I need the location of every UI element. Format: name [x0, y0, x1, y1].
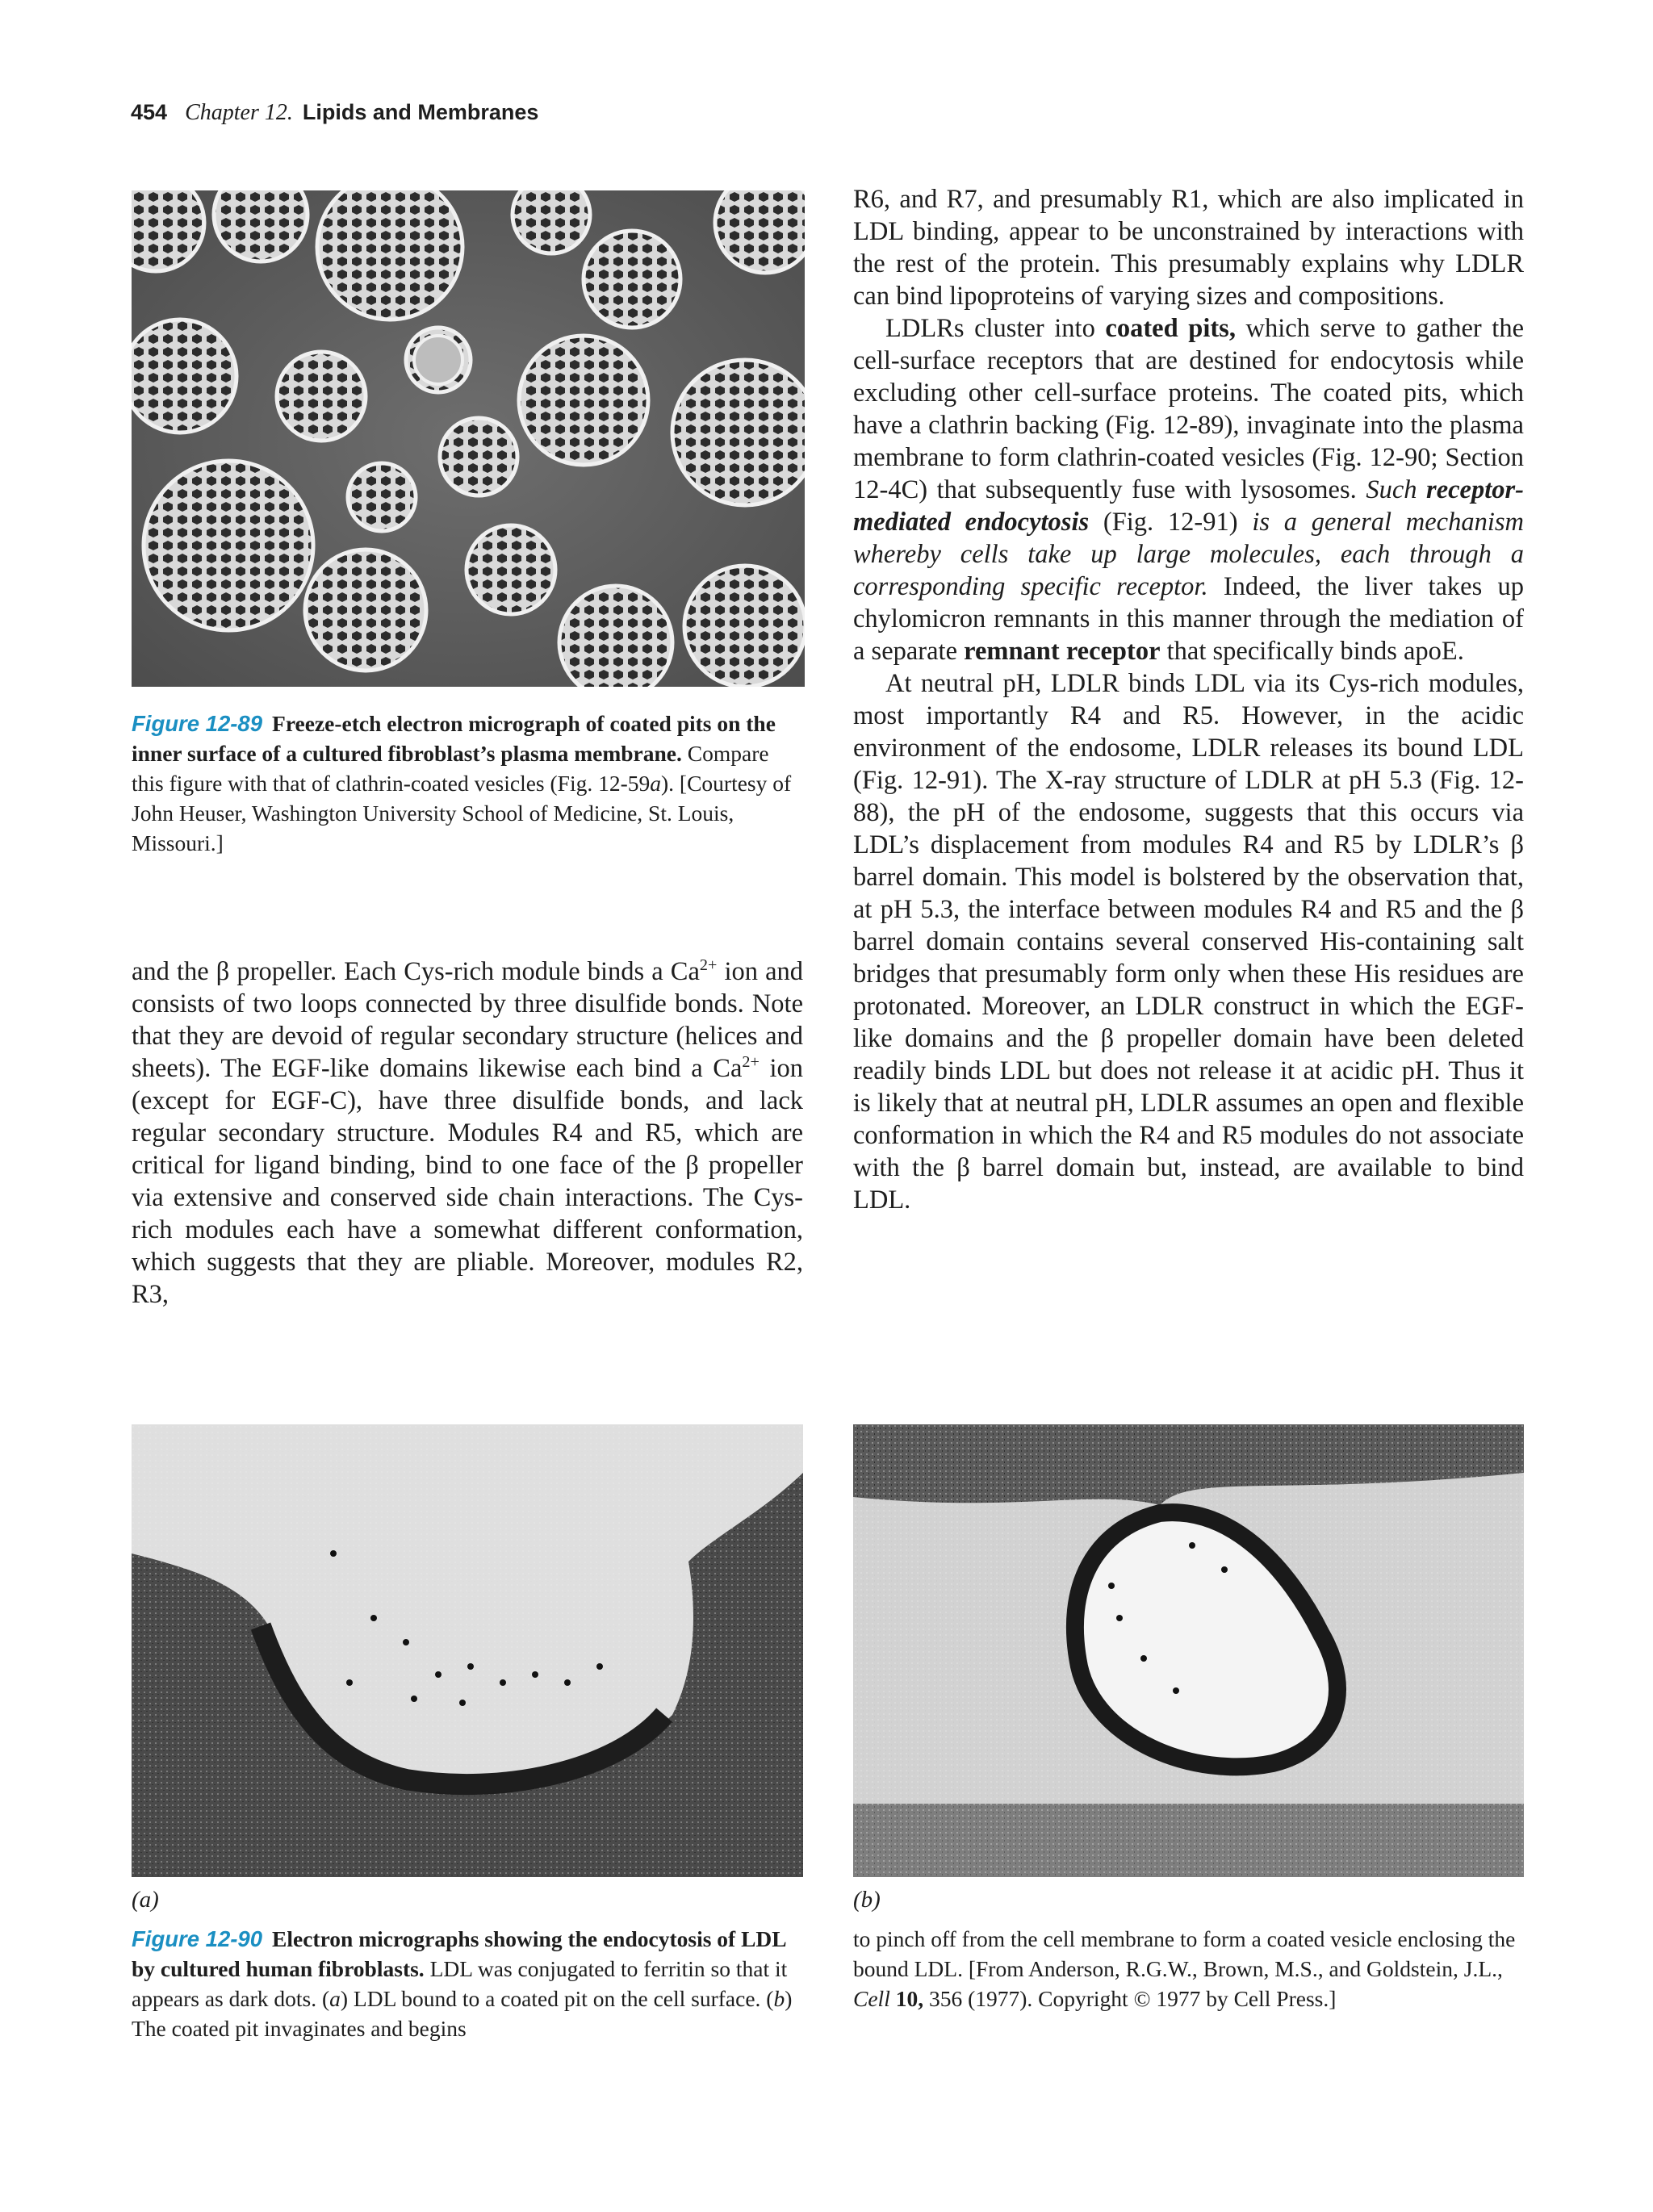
caption-text: Compare this figure with that of clathrin-coated vesicles (Fig. 12-59 [132, 741, 769, 796]
caption-italic: a [650, 771, 662, 796]
key-term: receptor-mediated endocytosis [853, 475, 1524, 537]
caption-title: Freeze-etch electron micrograph of coated pits on the inner surface of a cultured fibroblast’s plasma membrane. [132, 711, 776, 766]
paragraph [132, 955, 803, 1311]
caption-text: ) The coated pit invaginates and begins [132, 1986, 793, 2041]
caption-italic: b [773, 1986, 785, 2011]
chapter-title: Lipids and Membranes [302, 100, 539, 124]
text-run: ion (except for EGF-C), have three disulfide bonds, and lack regular secondary structure. Modules R4 and R5, which are critical for ligand binding, bind to one face of the β propeller via extensive and conserved side chain interactions. The Cys-rich modules each have a somewhat different conformation, which suggests that they are pliable. Moreover, modules R2, R3, [132, 1054, 803, 1309]
text-run: which serve to gather the cell-surface receptors that are destined for endocytosis while excluding other cell-surface proteins. The coated pits, which have a clathrin backing (Fig. 12-89), invaginate into the plasma membrane to form clathrin-coated vesicles (Fig. 12-90; Section 12-4C) that subsequently fuse with lysosomes. [853, 314, 1524, 504]
figure-12-90-caption-left [132, 1924, 803, 2043]
figure-12-90a-micrograph [132, 1424, 803, 1877]
key-term: remnant receptor [964, 637, 1161, 666]
chapter-label: Chapter 12. [185, 100, 293, 125]
left-column-text [132, 955, 803, 1311]
figure-12-90b-micrograph [853, 1424, 1524, 1877]
text-run: is a general mechanism whereby cells take up large molecules, each through a corresponding specific receptor. [853, 508, 1524, 601]
caption-title: Electron micrographs showing the endocytosis of LDL by cultured human fibroblasts. [132, 1926, 786, 1981]
subfigure-label-b: (b) [853, 1887, 881, 1913]
figure-label: Figure 12-90 [132, 1926, 263, 1951]
caption-text: ). [Courtesy of John Heuser, Washington University School of Medicine, St. Louis, Missouri.] [132, 771, 792, 855]
caption-text: ) LDL bound to a coated pit on the cell surface. ( [340, 1986, 774, 2011]
paragraph: At neutral pH, LDLR binds LDL via its Cys-rich modules, most importantly R4 and R5. However, in the acidic environment of the endosome, LDLR releases its bound LDL (Fig. 12-91). The X-ray structure of LDLR at pH 5.3 (Fig. 12-88), the pH of the endosome, suggests that this occurs via LDL’s displacement from modules R4 and R5 by LDLR’s β barrel domain. This model is bolstered by the observation that, at pH 5.3, the interface between modules R4 and R5 and the β barrel domain contains several conserved His-containing salt bridges that presumably form only when these His residues are protonated. Moreover, an LDLR construct in which the EGF-like domains and the β propeller domain have been deleted readily binds LDL but does not release it at acidic pH. Thus it is likely that at neutral pH, LDLR assumes an open and flexible conformation in which the R4 and R5 modules do not associate with the β barrel domain but, instead, are available to bind LDL. [853, 669, 1524, 1215]
running-header [131, 100, 538, 126]
text-run: ion and consists of two loops connected by three disulfide bonds. Note that they are devoid of regular secondary structure (helices and sheets). The EGF-like domains likewise each bind a Ca [132, 957, 803, 1083]
journal-volume: 10, [889, 1986, 924, 2011]
superscript: 2+ [742, 1053, 760, 1072]
figure-12-90-caption-right [853, 1924, 1524, 2013]
superscript: 2+ [699, 956, 718, 975]
caption-text: LDL was conjugated to ferritin so that it appears as dark dots. ( [132, 1956, 788, 2011]
paragraph [853, 312, 1524, 667]
caption-text: to pinch off from the cell membrane to form a coated vesicle enclosing the bound LDL. [From Anderson, R.G.W., Brown, M.S., and Goldstein, J.L., [853, 1926, 1516, 1981]
journal-name: Cell [853, 1986, 890, 2011]
figure-12-89-caption [132, 709, 801, 858]
right-column-text [853, 183, 1524, 1216]
text-run: that specifically binds apoE. [1160, 637, 1464, 666]
paragraph: R6, and R7, and presumably R1, which are also implicated in LDL binding, appear to be unconstrained by interactions with the rest of the protein. This presumably explains why LDLR can bind lipoproteins of varying sizes and compositions. [853, 185, 1524, 311]
caption-text: 356 (1977). Copyright © 1977 by Cell Press.] [923, 1986, 1337, 2011]
page-number: 454 [131, 100, 168, 124]
caption-italic: a [329, 1986, 341, 2011]
text-run: LDLRs cluster into [885, 314, 1106, 343]
text-run: Indeed, the liver takes up chylomicron remnants in this manner through the mediation of a separate [853, 572, 1524, 666]
key-term: coated pits, [1105, 314, 1236, 343]
figure-label: Figure 12-89 [132, 711, 263, 736]
subfigure-label-a: (a) [132, 1887, 159, 1913]
figure-12-89-micrograph [132, 190, 805, 687]
text-run: Such [1366, 475, 1427, 504]
text-run: (Fig. 12-91) [1089, 508, 1253, 537]
text-run: and the β propeller. Each Cys-rich module binds a Ca [132, 957, 700, 986]
